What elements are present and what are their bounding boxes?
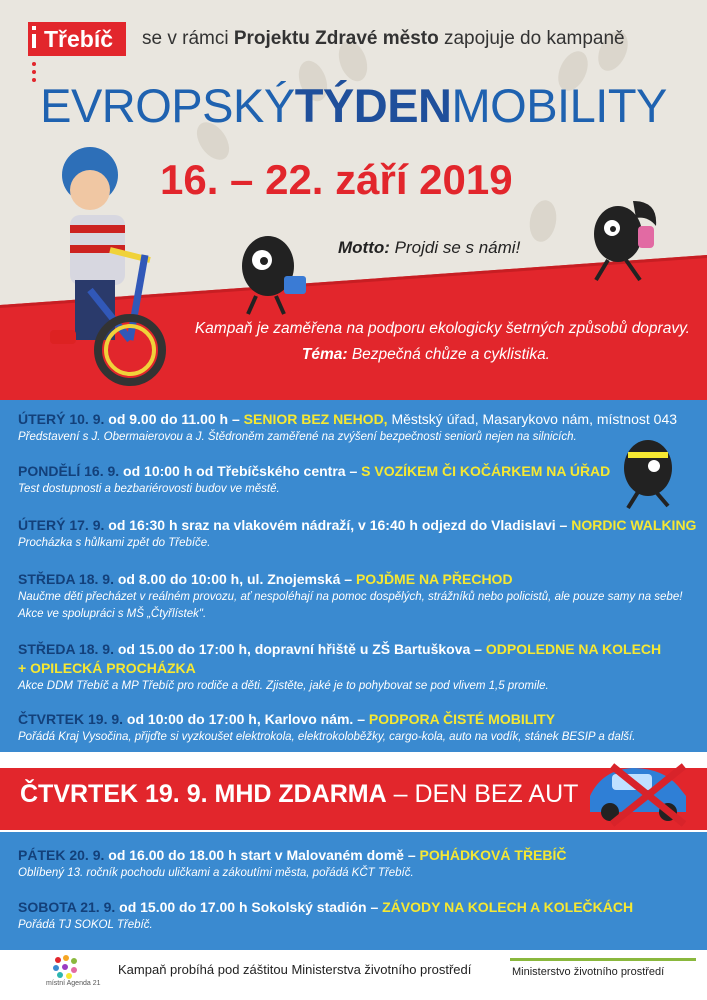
logo-dots-icon	[30, 22, 38, 82]
campaign-description: Kampaň je zaměřena na podporu ekologicky šetrných způsobů dopravy.	[194, 320, 690, 337]
motto: Motto: Projdi se s námi!	[338, 238, 521, 257]
agenda21-label: místní Agenda 21	[46, 980, 101, 987]
campaign-theme: Téma: Bezpečná chůze a cyklistika.	[301, 346, 550, 363]
event-item: ČTVRTEK 19. 9. od 10:00 do 17:00 h, Karlovo nám. – PODPORA ČISTÉ MOBILITY Pořádá Kraj Vysočina, přijďte si vyzkoušet elektrokola, elektrokoloběžky, cargo-kola, auto na vodík, stánek BESIP a další.	[18, 711, 636, 743]
ministry-logo-bar	[510, 958, 696, 961]
mascot-right-illustration	[578, 196, 668, 286]
campaign-dates: 16. – 22. září 2019	[160, 156, 513, 203]
crossed-car-icon	[582, 752, 702, 832]
banner-text: ČTVRTEK 19. 9. MHD ZDARMA – DEN BEZ AUT	[20, 780, 579, 808]
event-item: ÚTERÝ 17. 9. od 16:30 h sraz na vlakovém nádraží, v 16:40 h odjezd do Vladislavi – NORDIC WALKING Procházka s hůlkami zpět do Třebíče.	[18, 517, 697, 549]
ministry-logo-label: Ministerstvo životního prostředí	[512, 966, 665, 978]
patronage-text: Kampaň probíhá pod záštitou Ministerstva životního prostředí	[118, 962, 472, 977]
event-item: STŘEDA 18. 9. od 15.00 do 17:00 h, dopravní hřiště u ZŠ Bartuškova – ODPOLEDNE NA KOLECH + OPILECKÁ PROCHÁZKA Akce DDM Třebíč a MP Třebíč pro rodiče a děti. Zjistěte, jaké je to pohybovat se pod vlivem 1,5 promile.	[18, 641, 662, 692]
event-item: STŘEDA 18. 9. od 8.00 do 10:00 h, ul. Znojemská – POJĎME NA PŘECHOD Naučme děti přecházet v reálném provozu, ať nespoléhají na pomoc dospělých, strážníků nebo policistů, ale pouze samy na sebe! Akce ve spolupráci s MŠ „Čtyřlístek".	[18, 571, 683, 620]
events-section	[0, 400, 707, 752]
event-item: PONDĚLÍ 16. 9. od 10:00 h od Třebíčského centra – S VOZÍKEM ČI KOČÁRKEM NA ÚŘAD Test dostupnosti a bezbariérovosti budov ve městě.	[18, 463, 611, 495]
weekend-events-section	[0, 832, 707, 950]
event-item: PÁTEK 20. 9. od 16.00 do 18.00 h start v Malovaném domě – POHÁDKOVÁ TŘEBÍČ Oblíbený 13. ročník pochodu uličkami a zákoutími města, pořádá KČT Třebíč.	[18, 847, 567, 879]
intro-text: se v rámci Projektu Zdravé město zapojuje do kampaně	[142, 28, 625, 49]
agenda21-logo	[50, 954, 80, 980]
event-item: SOBOTA 21. 9. od 15.00 do 17.00 h Sokolský stadión – ZÁVODY NA KOLECH A KOLEČKÁCH Pořádá TJ SOKOL Třebíč.	[18, 899, 634, 931]
event-item: ÚTERÝ 10. 9. od 9.00 do 11.00 h – SENIOR BEZ NEHOD, Městský úřad, Masarykovo nám, místnost 043 Představení s J. Obermaierovou a J. Štědroněm zaměřené na zvýšení bezpečnosti seniorů nejen na silnicích.	[18, 411, 678, 443]
mascot-left-illustration	[226, 228, 316, 318]
running-mascot-illustration	[610, 430, 690, 510]
logo-text: Třebíč	[44, 26, 114, 52]
page-title: EVROPSKÝTÝDENMOBILITY	[40, 79, 667, 132]
